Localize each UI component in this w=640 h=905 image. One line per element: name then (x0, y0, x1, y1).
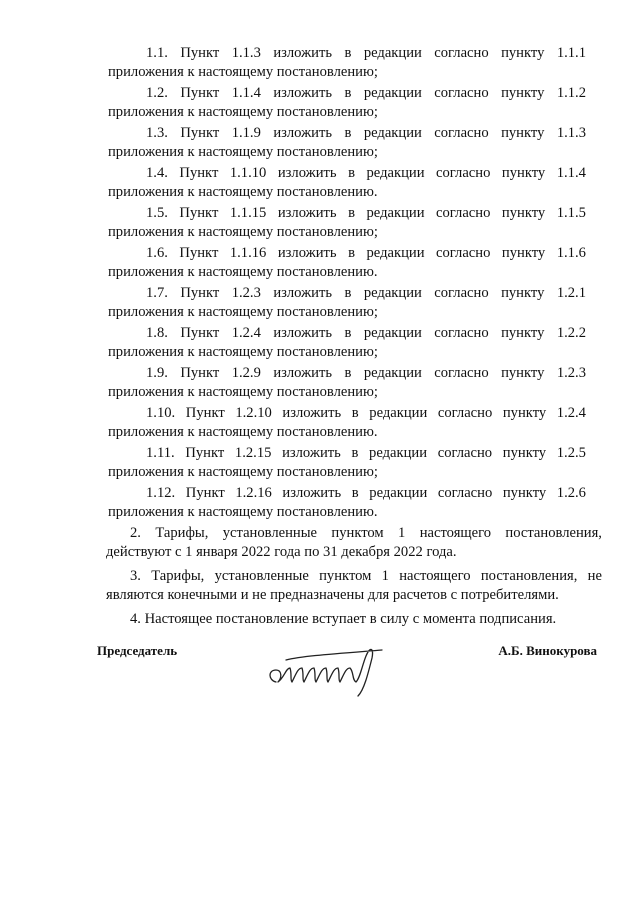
word: изложить (273, 45, 333, 61)
word: 3. (130, 568, 141, 584)
word: 1.2.4 (556, 405, 586, 421)
item-number: 1.11. (146, 445, 175, 461)
item-number: 1.12. (146, 485, 176, 501)
word: Пункт (180, 325, 220, 341)
word: согласно (437, 405, 493, 421)
word: постановления, (480, 568, 578, 584)
word: 1.2.6 (556, 485, 586, 501)
word: 1.1.3 (556, 125, 586, 141)
item-number: 1.8. (146, 325, 168, 341)
list-item (108, 284, 586, 322)
word: пунктом (331, 525, 384, 541)
word: в (344, 45, 352, 61)
word: 1.2.9 (231, 365, 261, 381)
word: изложить (282, 485, 342, 501)
word: согласно (434, 325, 489, 341)
word: 2. (130, 525, 141, 541)
word: пунктом (319, 568, 372, 584)
list-item (108, 364, 586, 402)
item-number: 1.3. (146, 125, 168, 141)
list-item (108, 124, 586, 162)
word: изложить (282, 445, 341, 461)
word: редакции (369, 445, 428, 461)
word: 1.1.4 (231, 85, 261, 101)
paragraph-line (118, 524, 602, 543)
item-number: 1.7. (146, 285, 168, 301)
word: в (344, 325, 352, 341)
word: согласно (434, 285, 489, 301)
word: 1.2.3 (231, 285, 261, 301)
item-number: 1.5. (146, 205, 168, 221)
word: 1.1.10 (229, 165, 267, 181)
word: согласно (434, 125, 489, 141)
word: Тарифы, (155, 525, 209, 541)
list-item (108, 244, 586, 282)
word: Пункт (185, 405, 225, 421)
word: пункту (502, 445, 547, 461)
word: согласно (436, 205, 491, 221)
word: изложить (277, 165, 337, 181)
list-item (108, 204, 586, 242)
list-item-line (108, 244, 586, 263)
word: изложить (273, 285, 333, 301)
word: 1.1.9 (231, 125, 261, 141)
word: в (348, 245, 355, 261)
paragraph-continuation: действуют с 1 января 2022 года по 31 декабря 2022 года. (106, 544, 457, 560)
word: 1.2.15 (234, 445, 272, 461)
word: Тарифы, (151, 568, 205, 584)
word: настоящего (419, 525, 492, 541)
word: пункту (501, 205, 546, 221)
word: согласно (434, 45, 489, 61)
word: Пункт (180, 365, 220, 381)
word: изложить (273, 325, 333, 341)
list-item-line (108, 284, 586, 303)
word: редакции (366, 205, 425, 221)
list-item-continuation: приложения к настоящему постановлению; (108, 224, 378, 240)
word: 1.1.4 (556, 165, 586, 181)
list-item (108, 404, 586, 442)
item-number: 1.10. (146, 405, 176, 421)
list-item (108, 484, 586, 522)
word: редакции (366, 245, 425, 261)
signatory-position: Председатель (97, 643, 178, 658)
list-item (108, 324, 586, 362)
item-number: 1.2. (146, 85, 168, 101)
list-item-line (108, 44, 586, 63)
list-item (108, 444, 586, 482)
list-item-continuation: приложения к настоящему постановлению; (108, 104, 378, 120)
list-item-line (108, 84, 586, 103)
word: 1.1.5 (556, 205, 586, 221)
word: редакции (369, 485, 428, 501)
word: согласно (434, 365, 489, 381)
word: в (348, 165, 355, 181)
item-number: 1.1. (146, 45, 168, 61)
list-item-continuation: приложения к настоящему постановлению; (108, 384, 378, 400)
word: пункту (501, 45, 545, 61)
signatory-name: А.Б. Винокурова (498, 643, 597, 658)
list-item-continuation: приложения к настоящему постановлению. (108, 424, 378, 440)
word: Пункт (180, 285, 220, 301)
word: согласно (436, 245, 491, 261)
word: редакции (363, 365, 422, 381)
word: в (351, 405, 359, 421)
word: согласно (437, 485, 493, 501)
word: редакции (366, 165, 425, 181)
word: не (587, 568, 602, 584)
word: пункту (502, 485, 547, 501)
word: изложить (273, 125, 333, 141)
paragraph-line: 4. Настоящее постановление вступает в силу с момента подписания. (130, 611, 557, 627)
word: Пункт (179, 245, 219, 261)
list-item (108, 84, 586, 122)
word: 1.2.1 (556, 285, 586, 301)
list-item-line (108, 324, 586, 343)
word: в (351, 445, 359, 461)
word: согласно (434, 85, 489, 101)
item-number: 1.9. (146, 365, 168, 381)
paragraph-line (118, 567, 602, 586)
word: изложить (273, 365, 333, 381)
item-number: 1.4. (146, 165, 168, 181)
word: Пункт (180, 45, 220, 61)
word: изложить (273, 85, 333, 101)
word: 1.2.5 (556, 445, 586, 461)
list-item-line (108, 124, 586, 143)
word: пункту (501, 245, 546, 261)
word: пункту (501, 165, 546, 181)
word: 1.1.15 (229, 205, 267, 221)
word: 1.2.10 (235, 405, 272, 421)
list-item-continuation: приложения к настоящему постановлению; (108, 464, 378, 480)
word: изложить (277, 205, 337, 221)
word: 1.1.1 (556, 45, 586, 61)
closing-paragraphs (106, 524, 602, 634)
word: пункту (501, 285, 545, 301)
word: в (344, 85, 352, 101)
word: пункту (501, 125, 545, 141)
word: в (344, 125, 352, 141)
list-item-continuation: приложения к настоящему постановлению; (108, 304, 378, 320)
list-item-line (108, 164, 586, 183)
word: 1.1.16 (229, 245, 267, 261)
word: в (344, 365, 352, 381)
word: редакции (369, 405, 428, 421)
list-item-continuation: приложения к настоящему постановлению. (108, 264, 378, 280)
word: Пункт (180, 85, 220, 101)
word: согласно (436, 165, 491, 181)
word: в (344, 285, 352, 301)
paragraph-2 (106, 524, 602, 562)
paragraph-continuation: являются конечными и не предназначены для расчетов с потребителями. (106, 587, 559, 603)
word: Пункт (185, 485, 225, 501)
list-item-line (108, 364, 586, 383)
word: Пункт (179, 205, 219, 221)
word: в (351, 485, 359, 501)
word: изложить (277, 245, 337, 261)
word: редакции (363, 85, 422, 101)
word: 1.1.6 (556, 245, 586, 261)
word: пункту (501, 325, 545, 341)
item-number: 1.6. (146, 245, 168, 261)
word: 1.1.3 (231, 45, 261, 61)
word: согласно (437, 445, 493, 461)
amendment-list (108, 44, 586, 524)
word: 1.2.2 (556, 325, 586, 341)
list-item (108, 164, 586, 202)
list-item-line (108, 444, 586, 463)
list-item-continuation: приложения к настоящему постановлению; (108, 344, 378, 360)
word: редакции (363, 285, 422, 301)
word: 1.1.2 (556, 85, 586, 101)
word: пункту (501, 365, 545, 381)
list-item-line (108, 484, 586, 503)
word: установленные (214, 568, 309, 584)
word: редакции (363, 325, 422, 341)
word: настоящего (399, 568, 471, 584)
word: Пункт (180, 125, 220, 141)
handwritten-signature (262, 638, 392, 700)
word: в (348, 205, 355, 221)
list-item-continuation: приложения к настоящему постановлению; (108, 144, 378, 160)
paragraph-3 (106, 567, 602, 605)
word: 1.2.3 (556, 365, 586, 381)
word: 1.2.16 (235, 485, 272, 501)
list-item-line (108, 204, 586, 223)
word: Пункт (185, 445, 225, 461)
list-item-continuation: приложения к настоящему постановлению. (108, 184, 378, 200)
word: пункту (501, 85, 545, 101)
word: пункту (502, 405, 547, 421)
word: редакции (363, 45, 422, 61)
word: установленные (222, 525, 318, 541)
word: 1 (398, 525, 406, 541)
word: изложить (282, 405, 342, 421)
word: 1.2.4 (231, 325, 261, 341)
word: 1 (381, 568, 389, 584)
list-item-continuation: приложения к настоящему постановлению. (108, 504, 378, 520)
word: Пункт (179, 165, 219, 181)
word: редакции (363, 125, 422, 141)
list-item (108, 44, 586, 82)
paragraph-4 (118, 610, 602, 629)
word: постановления, (505, 525, 602, 541)
list-item-continuation: приложения к настоящему постановлению; (108, 64, 378, 80)
list-item-line (108, 404, 586, 423)
